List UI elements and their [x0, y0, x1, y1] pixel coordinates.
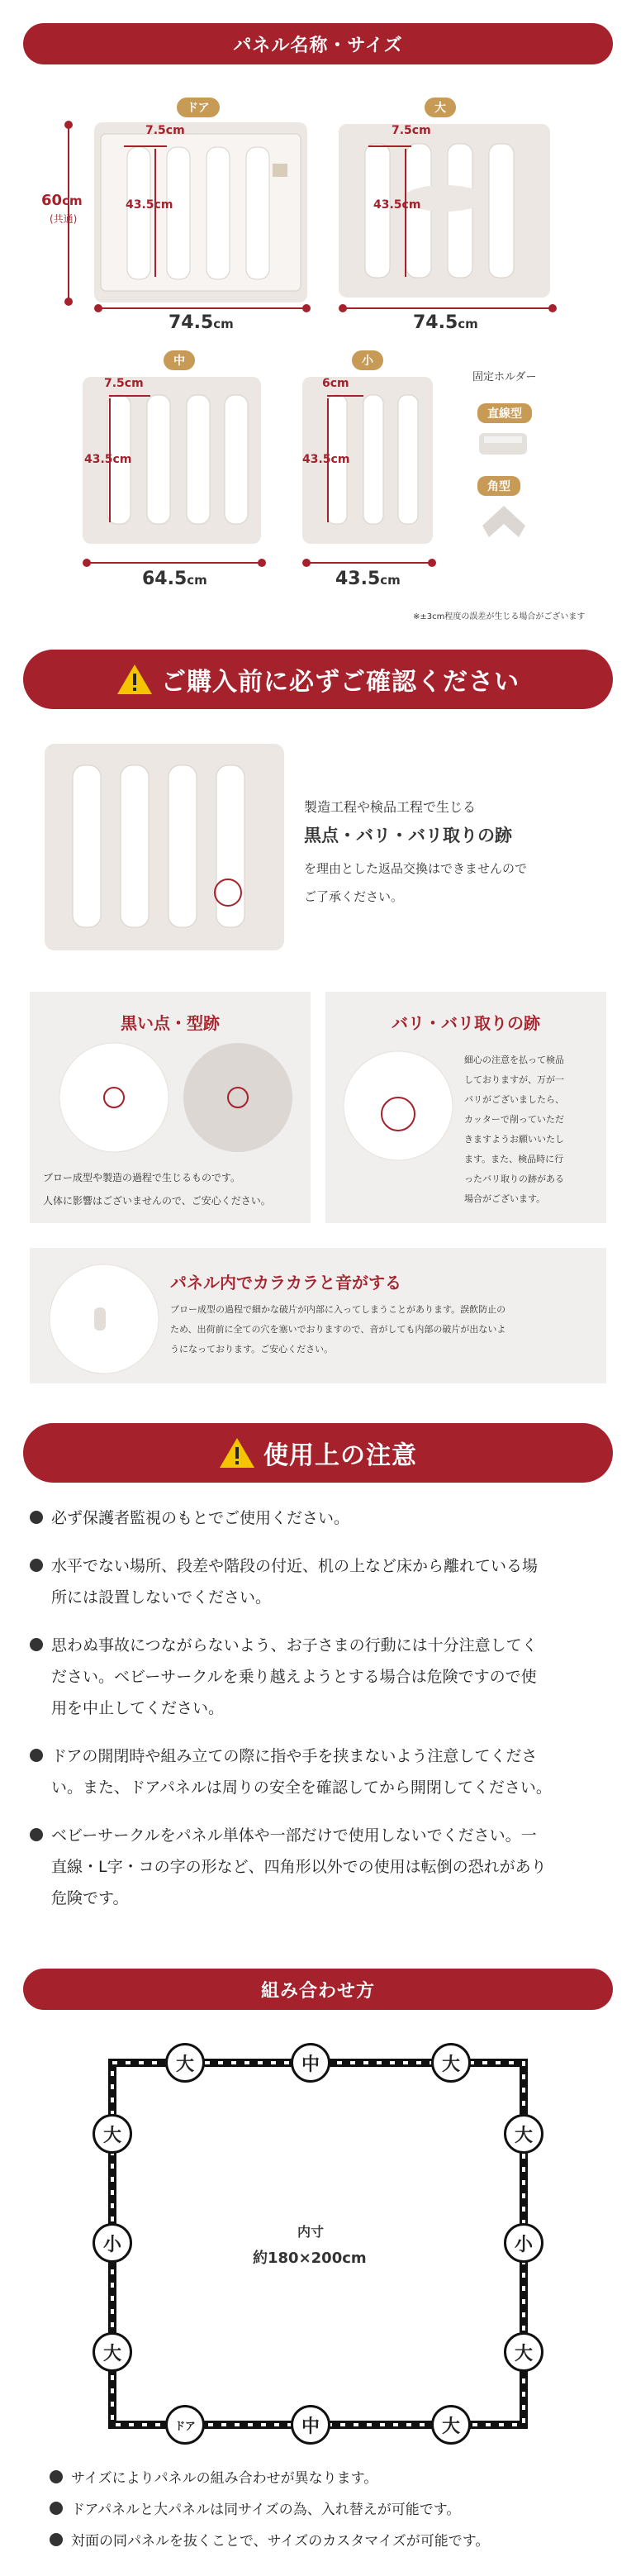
hline [327, 395, 363, 397]
caution-text: ドアの開閉時や組み立ての際に指や手を挟まないよう注意してくださ [51, 1747, 538, 1765]
overall-height-unit: cm [62, 193, 83, 208]
box-burrs-line: ったバリ取りの跡がある [464, 1174, 564, 1184]
dot [64, 121, 73, 129]
section-title-panel-sizes: パネル名称・サイズ [23, 23, 613, 64]
caution-text: 所には設置しないでください。 [51, 1588, 272, 1607]
caution-text: 危険です。 [51, 1889, 129, 1907]
small-inner-height: 43.5cm [302, 453, 350, 466]
section-title-usage-caution [23, 1423, 613, 1483]
small-inner-width: 6cm [322, 377, 349, 390]
holder-corner-tag: 角型 [477, 476, 520, 496]
hline [342, 307, 553, 309]
panel-label-小: 小 [93, 2223, 132, 2263]
large-width-unit: cm [458, 317, 478, 331]
box-rattle-line: うになっております。ご安心ください。 [170, 1344, 334, 1355]
hline [368, 145, 411, 147]
dot [302, 559, 311, 567]
box-burrs-line: きますようお願いいたし [464, 1134, 564, 1145]
box-rattle-line: ため、出荷前に全ての穴を塞いでおりますので、音がしても内部の破片が出ないよ [170, 1324, 506, 1335]
caution-line [51, 1693, 629, 1724]
section-title-check-before-purchase [23, 650, 613, 709]
door-inner-height: 43.5cm [126, 198, 173, 212]
vline [154, 149, 156, 277]
dot [548, 304, 557, 312]
box-rattle-line: ブロー成型の過程で細かな破片が内部に入ってしまうことがあります。誤飲防止の [170, 1304, 506, 1315]
hline [124, 145, 167, 147]
holder-straight-tag: 直線型 [477, 403, 532, 423]
dot [428, 559, 436, 567]
bullet-icon [30, 1638, 43, 1651]
panel-label-小: 小 [504, 2223, 543, 2263]
warning-icon [116, 663, 153, 696]
footnote-line [50, 2463, 628, 2494]
dot [64, 298, 73, 306]
straight-holder-icon [477, 430, 529, 458]
caution-line [30, 1820, 608, 1851]
bullet-icon [30, 1511, 43, 1524]
box-burrs-line: 細心の注意を払って検品 [464, 1055, 564, 1065]
corner-holder-icon [477, 501, 530, 542]
box-black-dots-text2: 人体に影響はございませんので、ご安心ください。 [43, 1195, 271, 1207]
panel-label-大: 大 [431, 2405, 471, 2445]
caution-line [51, 1851, 629, 1883]
medium-inner-height: 43.5cm [84, 453, 132, 466]
notice-panel-illustration [45, 744, 284, 950]
tolerance-note: ※±3cm程度の誤差が生じる場合がございます [413, 612, 586, 621]
black-dots-photo [48, 1041, 296, 1154]
holder-title: 固定ホルダー [472, 371, 537, 383]
small-width [335, 569, 401, 589]
medium-width-unit: cm [187, 573, 207, 588]
medium-inner-width: 7.5cm [104, 377, 144, 390]
box-burrs-line: 場合がございます。 [464, 1193, 546, 1204]
section-title-combination: 組み合わせ方 [23, 1969, 613, 2010]
footnote-text: 対面の同パネルを抜くことで、サイズのカスタマイズが可能です。 [71, 2533, 490, 2550]
tag-small: 小 [352, 350, 383, 370]
box-burrs-line: バリがございましたら、 [464, 1094, 564, 1105]
door-width [168, 312, 234, 333]
footnote-line [50, 2526, 628, 2557]
section-title-check-text: ご購入前に必ずご確認ください [161, 668, 520, 697]
tag-door: ドア [177, 98, 220, 117]
bullet-icon [30, 1749, 43, 1762]
panel-label-大: 大 [504, 2114, 543, 2154]
caution-line [51, 1661, 629, 1693]
dot [94, 304, 102, 312]
panel-label-大: 大 [504, 2332, 543, 2372]
hline [109, 395, 150, 397]
footnote-text: ドアパネルと大パネルは同サイズの為、入れ替えが可能です。 [71, 2502, 461, 2518]
dot [302, 304, 311, 312]
box-burrs-line: しておりますが、万が一 [464, 1074, 564, 1085]
caution-text: 思わぬ事故につながらないよう、お子さまの行動には十分注意してく [51, 1636, 538, 1655]
panel-label-大: 大 [165, 2043, 205, 2083]
burrs-photo [342, 1050, 454, 1162]
notice-line4: ご了承ください。 [304, 889, 404, 904]
door-width-unit: cm [213, 317, 234, 331]
box-burrs-line: カッターで削っていただ [464, 1114, 564, 1125]
dot [83, 559, 91, 567]
caution-line [51, 1883, 629, 1914]
warning-icon [219, 1436, 255, 1469]
medium-width [142, 569, 207, 589]
box-burrs-title: バリ・バリ取りの跡 [392, 1013, 540, 1033]
bullet-icon [50, 2502, 63, 2515]
tag-large: 大 [425, 98, 456, 117]
hline [86, 562, 263, 564]
caution-text: 水平でない場所、段差や階段の付近、机の上など床から離れている場 [51, 1557, 539, 1575]
caution-line [30, 1550, 608, 1582]
small-width-unit: cm [380, 573, 401, 588]
large-width-number: 74.5 [413, 312, 458, 333]
notice-line2: 黒点・バリ・バリ取りの跡 [304, 826, 512, 845]
panel-label-大: 大 [93, 2114, 132, 2154]
bullet-icon [30, 1559, 43, 1572]
hline [97, 307, 307, 309]
door-panel-illustration [94, 122, 307, 302]
door-width-number: 74.5 [168, 312, 214, 333]
panel-label-大: 大 [93, 2332, 132, 2372]
caution-line [30, 1502, 608, 1534]
panel-label-ドア: ドア [165, 2405, 205, 2445]
dot [339, 304, 347, 312]
caution-text: 直線・L字・コの字の形など、四角形以外での使用は転倒の恐れがあり [51, 1858, 547, 1876]
box-black-dots-text1: ブロー成型や製造の過程で生じるものです。 [43, 1172, 241, 1183]
caution-text: 用を中止してください。 [51, 1699, 225, 1717]
medium-width-number: 64.5 [142, 569, 187, 589]
hline [306, 562, 433, 564]
caution-text: ださい。ベビーサークルを乗り越えようとする場合は危険ですので使 [51, 1668, 537, 1686]
notice-line3: を理由とした返品交換はできませんので [304, 861, 528, 876]
inner-label: 内寸 [297, 2224, 325, 2240]
caution-text: 必ず保護者監視のもとでご使用ください。 [51, 1509, 350, 1527]
dot [258, 559, 266, 567]
bullet-icon [50, 2470, 63, 2483]
panel-label-中: 中 [291, 2043, 330, 2083]
box-black-dots-title: 黒い点・型跡 [121, 1013, 220, 1033]
large-panel-illustration [339, 124, 550, 298]
large-width [413, 312, 478, 333]
caution-line [30, 1740, 608, 1772]
notice-line1: 製造工程や検品工程で生じる [304, 799, 477, 815]
caution-line [51, 1772, 629, 1803]
box-rattle-title: パネル内でカラカラと音がする [170, 1273, 401, 1293]
overall-height-value [41, 192, 83, 209]
caution-text: ベビーサークルをパネル単体や一部だけで使用しないでください。一 [51, 1826, 537, 1845]
section-title-usage-text: 使用上の注意 [263, 1441, 417, 1470]
large-inner-height: 43.5cm [373, 198, 421, 212]
footnote-text: サイズによりパネルの組み合わせが異なります。 [71, 2470, 378, 2487]
tag-medium: 中 [164, 350, 195, 370]
box-burrs-line: ます。また、検品時に行 [464, 1154, 564, 1164]
door-inner-width: 7.5cm [145, 124, 185, 137]
inner-size: 約180×200cm [253, 2250, 367, 2267]
caution-line [30, 1630, 608, 1661]
overall-height-note: (共通) [50, 213, 78, 225]
panel-label-中: 中 [291, 2405, 330, 2445]
overall-height-number: 60 [41, 192, 63, 209]
rattle-photo [48, 1263, 160, 1375]
vline [405, 149, 406, 277]
bullet-icon [30, 1828, 43, 1841]
caution-text: い。また、ドアパネルは周りの安全を確認してから開閉してください。 [51, 1778, 552, 1797]
caution-line [51, 1582, 629, 1613]
small-width-number: 43.5 [335, 569, 381, 589]
combination-diagram [99, 2050, 537, 2438]
footnote-line [50, 2494, 628, 2526]
large-inner-width: 7.5cm [392, 124, 431, 137]
panel-label-大: 大 [431, 2043, 471, 2083]
bullet-icon [50, 2533, 63, 2546]
